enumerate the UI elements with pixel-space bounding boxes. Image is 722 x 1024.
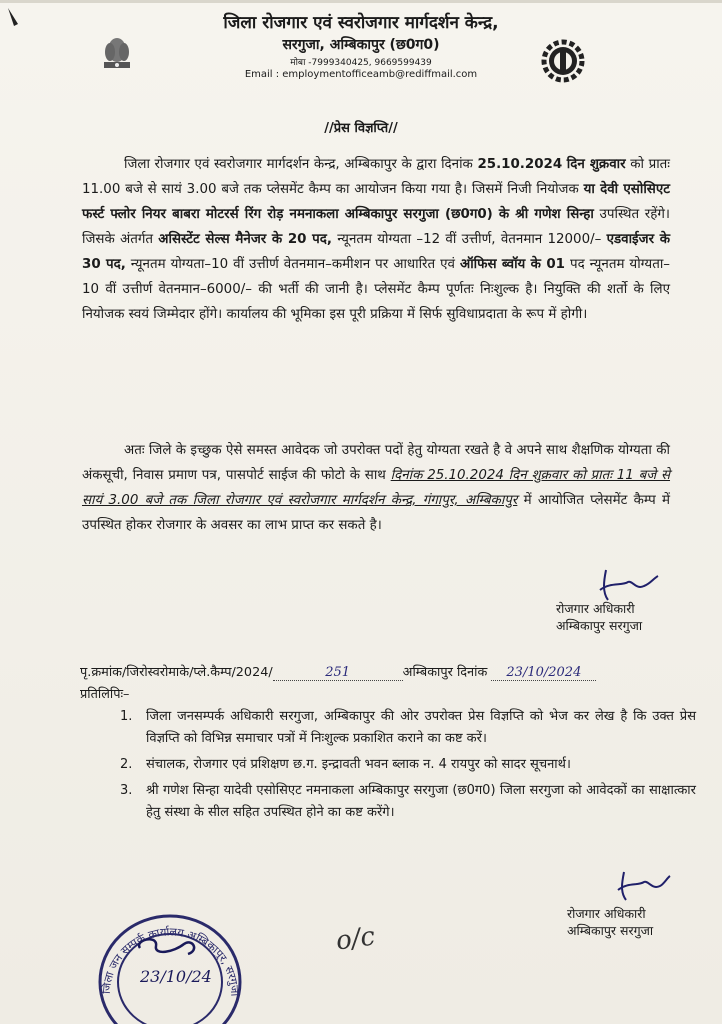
list-item-text: जिला जनसम्पर्क अधिकारी सरगुजा, अम्बिकापुर की ओर उपरोक्त प्रेस विज्ञप्ति को भेज कर लेख है कि उक्त प्रेस विज्ञप्ति को विभिन्न समाचार पत्रों में निःशुल्क प्रकाशित कराने का कष्ट करें। [146, 709, 696, 746]
para1-text-1: जिला रोजगार एवं स्वरोजगार मार्गदर्शन केन्द्र, अम्बिकापुर के द्वारा दिनांक [124, 157, 478, 172]
copy-recipients-list [120, 706, 696, 828]
list-item-number: 2. [120, 757, 133, 772]
office-location: सरगुजा, अम्बिकापुर (छ0ग0) [282, 37, 440, 53]
para1-text-2: को प्रातः 11.00 बजे से सायं 3.00 बजे तक प्लेसमेंट कैम्प का आयोजन किया गया है। जिसमें निजी नियोजक [82, 157, 671, 197]
para2-text-2: में आयोजित प्लेसमेंट कैम्प में उपस्थित होकर रोजगार के अवसर का लाभ प्राप्त कर सकते है। [82, 493, 670, 533]
signatory-location: अम्बिकापुर सरगुजा [556, 618, 643, 633]
officer-signature-2 [612, 868, 672, 908]
reference-date: 23/10/2024 [506, 665, 582, 680]
venue-and-time: दिनांक 25.10.2024 दिन शुक्रवार को प्रातः 11 बजे से सायं 3.00 बजे तक जिला रोजगार एवं स्वरोजगार मार्गदर्शन केन्द्र, गंगापुर, अम्बिकापुर [82, 468, 671, 508]
list-item-number: 1. [120, 709, 133, 724]
event-date: 25.10.2024 [477, 157, 563, 172]
handwritten-note: o/c [334, 921, 377, 957]
press-release-title: //प्रेस विज्ञप्ति// [324, 121, 398, 136]
copy-to-label: प्रतिलिपिः– [80, 687, 130, 702]
signatory-designation: रोजगार अधिकारी [567, 906, 646, 921]
signature-block-1 [556, 600, 642, 634]
reference-number: 251 [325, 665, 351, 680]
office-title: जिला रोजगार एवं स्वरोजगार मार्गदर्शन केन्द्र, [223, 13, 499, 33]
paper-fold-shadow [0, 0, 722, 3]
para1-text-4: न्यूनतम योग्यता –12 वीं उत्तीर्ण, वेतनमान 12000/– [331, 232, 607, 247]
reference-line [80, 662, 700, 681]
office-seal-stamp [88, 904, 253, 1024]
para1-text-3: उपस्थित रहेंगे। जिसके अंतर्गत [82, 207, 670, 247]
reference-place: अम्बिकापुर दिनांक [402, 665, 488, 680]
list-item-number: 3. [120, 783, 133, 798]
list-item [120, 754, 696, 776]
signature-block-2 [567, 905, 653, 939]
para1-text-5: न्यूनतम योग्यता–10 वीं उत्तीर्ण वेतनमान–कमीशन पर आधारित एवं [125, 257, 460, 272]
list-item-text: संचालक, रोजगार एवं प्रशिक्षण छ.ग. इन्द्रावती भवन ब्लाक न. 4 रायपुर को सादर सूचनार्थ। [146, 757, 571, 772]
signatory-location: अम्बिकापुर सरगुजा [567, 923, 654, 938]
post-advisor: एडवाईजर के 30 पद, [82, 232, 670, 272]
stamp-date: 23/10/24 [140, 967, 212, 986]
announcement-paragraph [82, 152, 670, 327]
list-item-text: श्री गणेश सिन्हा यादेवी एसोसिएट नमनाकला अम्बिकापुर सरगुजा (छ0ग0) जिला सरगुजा को आवेदकों का साक्षात्कार हेतु संस्था के सील सहित उपस्थित होने का कष्ट करेंगे। [146, 783, 696, 820]
post-office-boy: ऑफिस ब्वॉय के 01 [459, 257, 565, 272]
office-mobile: मोबा -7999340425, 9669599439 [290, 58, 432, 68]
event-day: दिन शुक्रवार [566, 157, 626, 172]
list-item [120, 780, 696, 824]
stamp-text: जिला जन सम्पर्क कार्यालय अम्बिकापुर, सरगुजा [99, 925, 242, 997]
letterhead [0, 6, 722, 80]
para2-text-1: अतः जिले के इच्छुक ऐसे समस्त आवेदक जो उपरोक्त पदों हेतु योग्यता रखते है वे अपने साथ शैक्षणिक योग्यता की अंकसूची, निवास प्रमाण पत्र, पासपोर्ट साईज की फोटो के साथ [82, 443, 670, 483]
post-assistant-sales-manager: असिस्टेंट सेल्स मैनेजर के 20 पद, [158, 232, 332, 247]
list-item [120, 706, 696, 750]
applicant-instructions-paragraph [82, 438, 670, 538]
office-email: Email : employmentofficeamb@rediffmail.com [244, 69, 478, 80]
employer-details: या देवी एसोसिएट फर्स्ट फ्लोर नियर बाबरा मोटरर्स रिंग रोड़ नमनाकला अम्बिकापुर सरगुजा (छ0ग0) के श्री गणेश सिन्हा [82, 182, 671, 222]
para1-text-6: पद न्यूनतम योग्यता–10 वीं उत्तीर्ण वेतनमान–6000/– की भर्ती की जानी है। प्लेसमेंट कैम्प पूर्णतः निःशुल्क है। नियुक्ति की शर्तो के लिए नियोजक स्वयं जिम्मेदार होंगे। कार्यालय की भूमिका इस पूरी प्रक्रिया में सिर्फ सुविधाप्रदाता के रूप में होगी। [82, 257, 670, 322]
signatory-designation: रोजगार अधिकारी [556, 601, 635, 616]
reference-prefix: पृ.क्रमांक/जिरोस्वरोमाके/प्ले.कैम्प/2024/ [80, 665, 273, 680]
